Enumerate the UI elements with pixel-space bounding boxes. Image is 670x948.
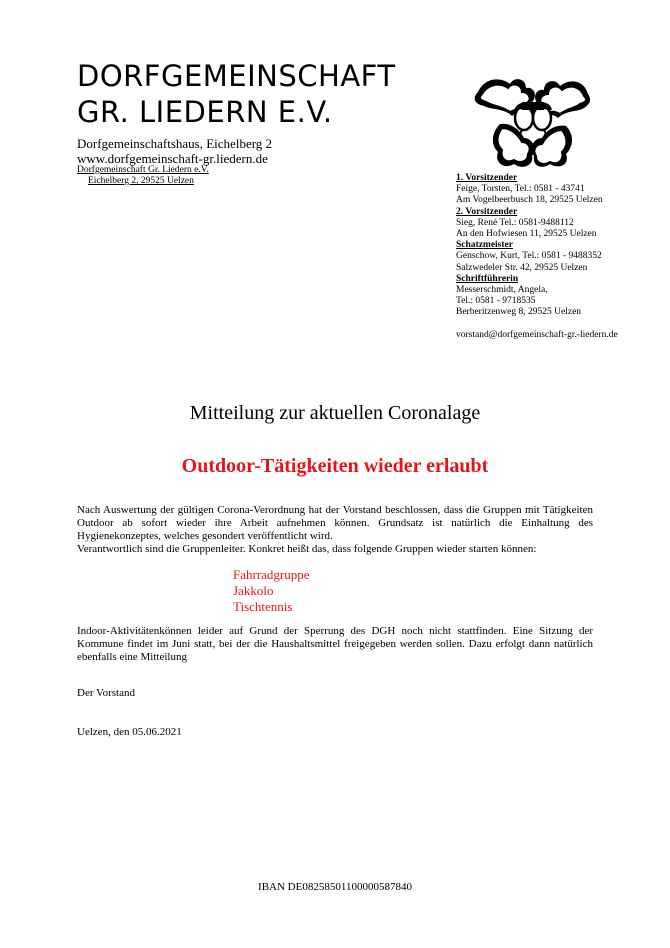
letter-headline: Outdoor-Tätigkeiten wieder erlaubt	[181, 455, 489, 477]
sender-line-2: Eichelberg 2, 29525 Uelzen	[88, 176, 194, 186]
signature: Der Vorstand	[77, 687, 135, 699]
secretary-phone: Tel.: 0581 - 9718535	[456, 296, 536, 307]
board-members-block	[456, 173, 618, 341]
chair1-heading: 1. Vorsitzender	[456, 173, 518, 183]
group-item-fahrradgruppe: Fahrradgruppe	[233, 567, 310, 582]
footer-iban: IBAN DE08258501100000587840	[258, 881, 412, 893]
paragraph-1: Nach Auswertung der gültigen Corona-Verordnung hat der Vorstand beschlossen, dass die Gruppen mit Tätigkeiten Outdoor ab sofort wieder ihre Arbeit aufnehmen können. Grundsatz ist natürlich die Einhaltung des Hygienekonzeptes, welches gesondert veröffentlicht wird.	[77, 504, 593, 543]
group-list	[233, 567, 310, 615]
sender-line-1: Dorfgemeinschaft Gr. Liedern e.V.	[77, 165, 209, 175]
treasurer-heading: Schatzmeister	[456, 240, 513, 251]
treasurer-name: Genschow, Kurt, Tel.: 0581 - 9488352	[456, 251, 602, 262]
place-date: Uelzen, den 05.06.2021	[77, 726, 182, 738]
secretary-name: Messerschmidt, Angela,	[456, 285, 548, 296]
title-line-2: GR. LIEDERN E.V.	[77, 95, 333, 129]
acorn-oak-leaves-logo-icon	[470, 72, 590, 172]
chair2-address: An den Hofwiesen 11, 29525 Uelzen	[456, 229, 597, 240]
title-line-1: DORFGEMEINSCHAFT	[77, 59, 396, 93]
address-line: Dorfgemeinschaftshaus, Eichelberg 2	[77, 136, 273, 151]
group-item-jakkolo: Jakkolo	[233, 583, 274, 598]
chair1-address: Am Vogelbeerbusch 18, 29525 Uelzen	[456, 195, 603, 206]
board-email-link[interactable]: vorstand@dorfgemeinschaft-gr.-liedern.de	[456, 329, 618, 340]
paragraph-2: Indoor-Aktivitätenkönnen leider auf Grund der Sperrung des DGH noch nicht stattfinden. Eine Sitzung der Kommune findet im Juni statt, bei der die Haushaltsmittel freigegeben werden sollen. Dazu erfolgt dann natürlich ebenfalls eine Mitteilung	[77, 625, 593, 664]
chair2-name: Sieg, René Tel.: 0581-9488112	[456, 217, 574, 228]
sender-return-address	[77, 165, 209, 187]
group-item-tischtennis: Tischtennis	[233, 599, 293, 614]
organization-contact	[77, 136, 272, 166]
secretary-heading: Schriftführerin	[456, 273, 519, 284]
chair1-name: Feige, Torsten, Tel.: 0581 - 43741	[456, 184, 585, 195]
website-link[interactable]: www.dorfgemeinschaft-gr.liedern.de	[77, 151, 268, 166]
letter-subject: Mitteilung zur aktuellen Coronalage	[189, 402, 481, 424]
treasurer-address: Salzwedeler Str. 42, 29525 Uelzen	[456, 262, 588, 273]
organization-title	[77, 58, 396, 130]
secretary-address: Berberitzenweg 8, 29525 Uelzen	[456, 307, 582, 318]
paragraph-1b: Verantwortlich sind die Gruppenleiter. Konkret heißt das, dass folgende Gruppen wieder starten können:	[77, 543, 537, 555]
chair2-heading: 2. Vorsitzender	[456, 206, 518, 217]
